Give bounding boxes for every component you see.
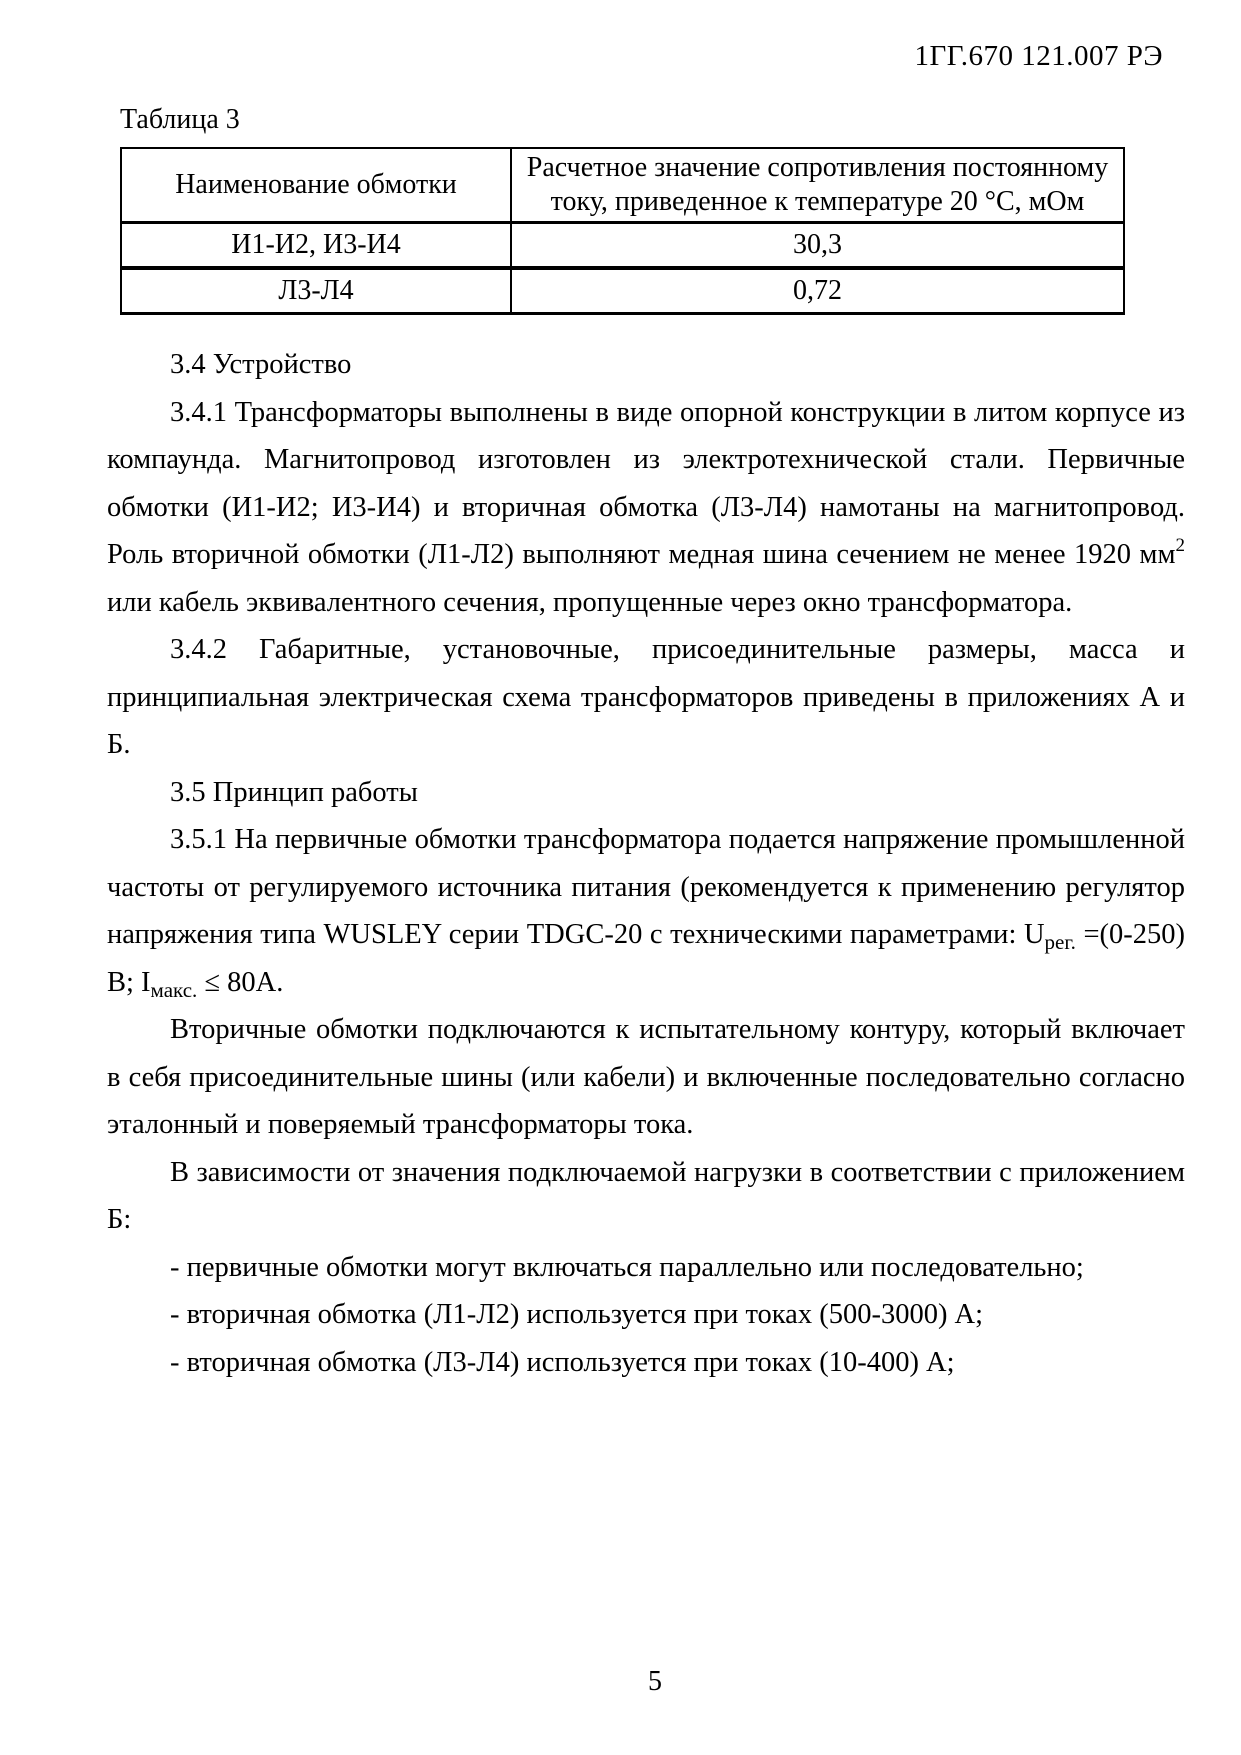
paragraph-3-5-1-text-c: ≤ 80А.: [197, 966, 284, 998]
paragraph-3-4-1: [107, 389, 1185, 627]
paragraph-3-5-1-text-a: 3.5.1 На первичные обмотки трансформатора подается напряжение промышленной частоты от регулируемого источника питания (рекомендуется к применению регулятор напряжения типа WUSLEY серии TDGC-20 с техническими параметрами: U: [107, 824, 1185, 950]
paragraph-3-4-1-text-b: или кабель эквивалентного сечения, пропущенные через окно трансформатора.: [107, 586, 1073, 618]
page-number: 5: [648, 1666, 662, 1697]
winding-name-cell: И1-И2, И3-И4: [121, 223, 511, 269]
column-header-resistance-value: Расчетное значение сопротивления постоянному току, приведенное к температуре 20 °С, мОм: [511, 148, 1124, 223]
column-header-winding-name: Наименование обмотки: [121, 148, 511, 223]
table-row: [121, 268, 1124, 314]
document-body: [107, 341, 1185, 1386]
section-heading-3-4: 3.4 Устройство: [170, 349, 352, 380]
paragraph-secondary-windings: Вторичные обмотки подключаются к испытательному контуру, который включает в себя присоединительные шины (или кабели) и включенные последовательно согласно эталонный и поверяемый трансформаторы тока.: [107, 1014, 1185, 1140]
bullet-secondary-winding-l1-l2: - вторичная обмотка (Л1-Л2) используется при токах (500-3000) А;: [170, 1299, 984, 1330]
paragraph-3-5-1: [107, 816, 1185, 1006]
document-code: 1ГГ.670 121.007 РЭ: [914, 40, 1163, 72]
paragraph-3-4-1-text-a: 3.4.1 Трансформаторы выполнены в виде опорной конструкции в литом корпусе из компаунда. Магнитопровод изготовлен из электротехнической стали. Первичные обмотки (И1-И2; И3-И4) и вторичная обмотка (Л3-Л4) намотаны на магнитопровод. Роль вторичной обмотки (Л1-Л2) выполняют медная шина сечением не менее 1920 мм: [107, 396, 1185, 570]
table-caption: Таблица 3: [120, 104, 240, 135]
resistance-value-cell: 30,3: [511, 223, 1124, 269]
paragraph-3-4-2: 3.4.2 Габаритные, установочные, присоединительные размеры, масса и принципиальная электрическая схема трансформаторов приведены в приложениях А и Б.: [107, 634, 1185, 760]
subscript-max: макс.: [150, 977, 198, 1002]
resistance-table: [120, 147, 1125, 315]
winding-name-cell: Л3-Л4: [121, 268, 511, 314]
paragraph-3-5-1-text-b: =(0-250) В; I: [107, 919, 1185, 998]
bullet-secondary-winding-l3-l4: - вторичная обмотка (Л3-Л4) используется при токах (10-400) А;: [170, 1346, 955, 1378]
paragraph-load-dependency: В зависимости от значения подключаемой нагрузки в соответствии с приложением Б:: [107, 1156, 1185, 1235]
resistance-value-cell: 0,72: [511, 268, 1124, 314]
table-header-row: [121, 148, 1124, 223]
table-row: [121, 223, 1124, 269]
bullet-primary-windings: - первичные обмотки могут включаться параллельно или последовательно;: [170, 1251, 1084, 1283]
subscript-reg: рег.: [1044, 930, 1076, 954]
section-heading-3-5: 3.5 Принцип работы: [170, 776, 418, 808]
superscript-square: 2: [1175, 535, 1185, 556]
